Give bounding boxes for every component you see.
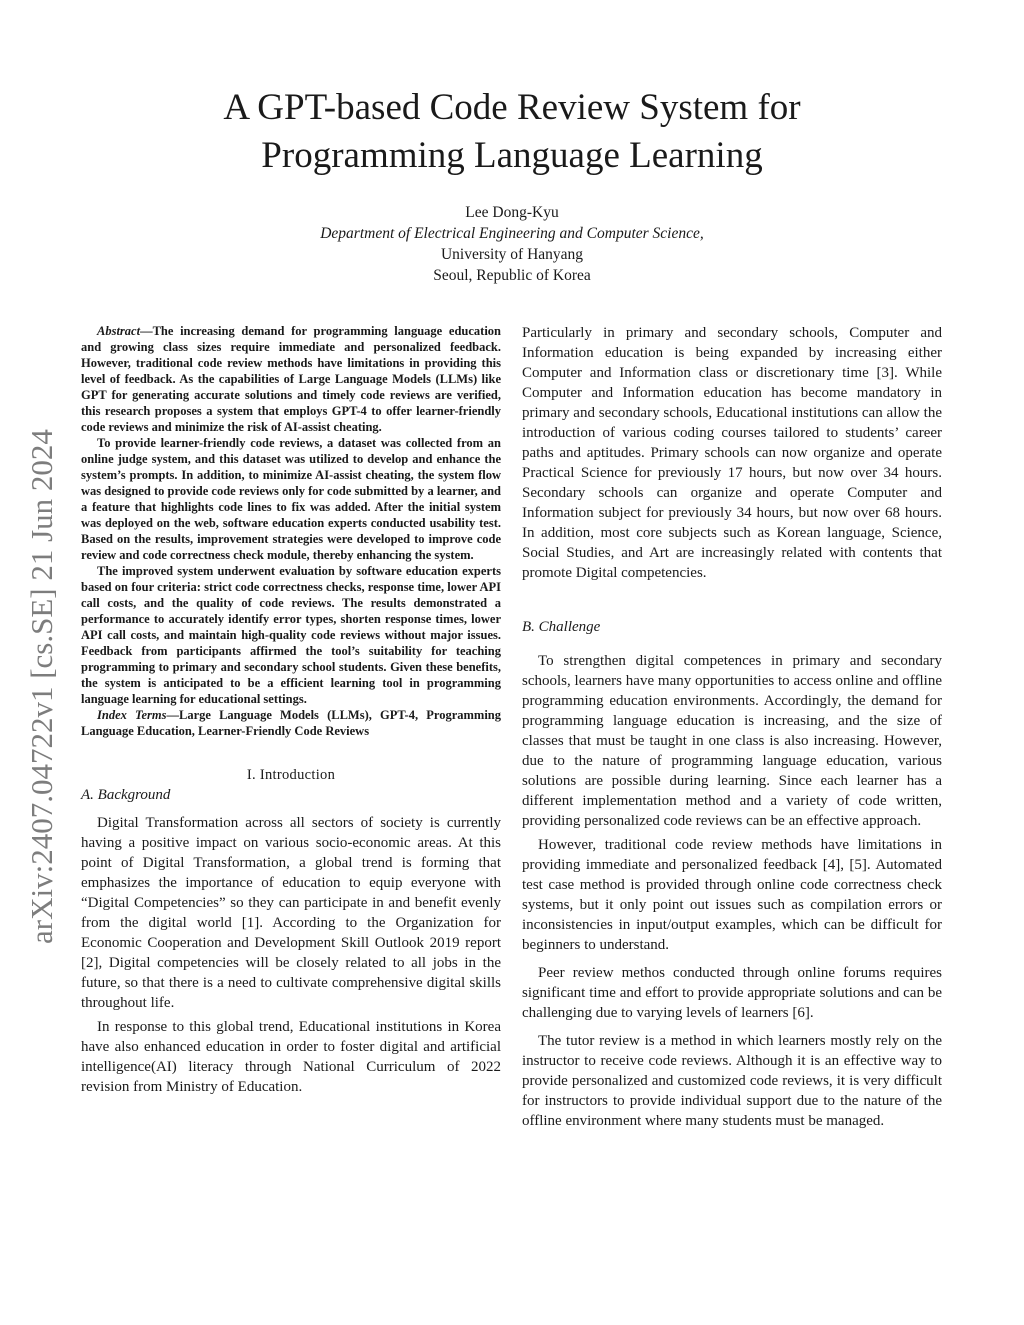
background-continuation: Particularly in primary and secondary schools, Computer and Information education is being expanded by increasing either Computer and Information class or discretionary time [3]. While Computer and Information education has become mandatory in primary and secondary schools, Educational institutions can allow the introduction of various coding courses tailored to students’ career paths and aptitudes. Primary schools can now organize and operate Practical Science for previously 17 hours, but now over 34 hours. Secondary schools can organize and operate Computer and Information subject for previously 34 hours, but now over 68 hours. In addition, most core subjects such as Korean language, Science, Social Studies, and Art are increasingly related with contents that promote Digital competencies. bbox=[522, 325, 942, 581]
abstract-dash: — bbox=[140, 324, 153, 338]
background-paragraph-2: In response to this global trend, Educational institutions in Korea have also enhanced education in order to foster digital and artificial intelligence(AI) literacy through National Curriculum of 2022 revision from Ministry of Education. bbox=[81, 1019, 501, 1095]
challenge-paragraph-2: However, traditional code review methods have limitations in providing immediate and personalized feedback [4], [5]. Automated test case method is provided through online code correctness check systems, but it only point out issues such as compilation errors or inconsistencies in input/output examples, which can be difficult for beginners to understand. bbox=[522, 837, 942, 953]
author-name: Lee Dong-Kyu bbox=[465, 204, 559, 221]
subsection-heading-challenge: B. Challenge bbox=[522, 619, 601, 635]
title-line-1: A GPT-based Code Review System for bbox=[223, 87, 801, 128]
section-heading-introduction: I. Introduction bbox=[246, 767, 336, 783]
abstract-paragraph-3: The improved system underwent evaluation by software education experts based on four criteria: strict code correctness checks, response time, lower API call costs, and the quality of code reviews. The results demonstrated a performance to accurately identify error types, shorten response times, lower API call costs, and maintain high-quality code reviews without major issues. Feedback from participants affirmed the tool’s suitability for teaching programming to primary and secondary school students. Given these benefits, the system is anticipated to be a efficient learning tool in programming language learning for educational settings. bbox=[81, 564, 501, 706]
abstract-label: Abstract bbox=[97, 324, 141, 338]
subsection-heading-background: A. Background bbox=[81, 787, 171, 803]
abstract-text-1: The increasing demand for programming language education and growing class sizes require immediate and personalized feedback. However, traditional code review methods have limitations in providing this level of feedback. As the capabilities of Large Language Models (LLMs) like GPT for generating accurate solutions and timely code reviews are verified, this research proposes a system that employs GPT-4 to offer learner-friendly code reviews and minimize the risk of AI-assist cheating. bbox=[81, 324, 501, 434]
paper-title bbox=[0, 84, 1024, 180]
author-location: Seoul, Republic of Korea bbox=[433, 267, 591, 284]
challenge-paragraph-4: The tutor review is a method in which learners mostly rely on the instructor to receive code reviews. Although it is an effective way to provide personalized and customized code reviews, it is very difficult for instructors to provide individual support due to the nature of the offline environment where many students must be managed. bbox=[522, 1033, 942, 1129]
arxiv-identifier: arXiv:2407.04722v1 [cs.SE] 21 Jun 2024 bbox=[24, 429, 59, 944]
left-column bbox=[81, 323, 501, 1097]
index-terms-label: Index Terms bbox=[97, 708, 167, 722]
abstract bbox=[81, 323, 501, 739]
author-department: Department of Electrical Engineering and Computer Science, bbox=[320, 225, 704, 242]
background-paragraph-1: Digital Transformation across all sectors of society is currently having a positive impact on various socio-economic areas. At this point of Digital Transformation, a global trend is forming that emphasizes the importance of education to equip everyone with “Digital Competencies” so they can participate in and benefit evenly from the digital world [1]. According to the Organization for Economic Cooperation and Development Skill Outlook 2019 report [2], Digital competencies will be closely related to all jobs in the future, so that there is a need to cultivate comprehensive digital skills throughout life. bbox=[81, 815, 501, 1011]
abstract-paragraph-2: To provide learner-friendly code reviews, a dataset was collected from an online judge system, and this dataset was utilized to develop and enhance the system’s prompts. In addition, to minimize AI-assist cheating, the system flow was designed to provide code reviews only for code submitted by a learner, and a feature that highlights code lines to fix was added. After the initial system was deployed on the web, software education experts conducted usability test. Based on the results, improvement strategies were developed to improve code review and code correctness check module, thereby enhancing the system. bbox=[81, 436, 501, 562]
index-terms bbox=[81, 707, 501, 739]
challenge-paragraph-1: To strengthen digital competences in primary and secondary schools, learners have many opportunities to access online and offline programming education environments. Accordingly, the demand for programming language education is increasing, and the size of classes that must be taught in one class is also increasing. However, due to the nature of programming language education, various solutions are possible during learning. Since each learner has a different implementation method and a variety of code written, providing personalized code reviews can be an effective approach. bbox=[522, 653, 942, 829]
right-column bbox=[522, 323, 942, 1131]
title-line-2: Programming Language Learning bbox=[261, 135, 763, 176]
author-university: University of Hanyang bbox=[440, 246, 584, 263]
index-terms-dash: — bbox=[166, 708, 180, 722]
index-terms-text: Large Language Models (LLMs), GPT-4, Programming Language Education, Learner-Friendly Code Reviews bbox=[81, 708, 501, 738]
author-block bbox=[0, 202, 1024, 286]
challenge-paragraph-3: Peer review methos conducted through online forums requires significant time and effort to provide appropriate solutions and can be challenging due to varying levels of learners [6]. bbox=[522, 965, 942, 1021]
abstract-paragraph-1 bbox=[81, 323, 501, 435]
